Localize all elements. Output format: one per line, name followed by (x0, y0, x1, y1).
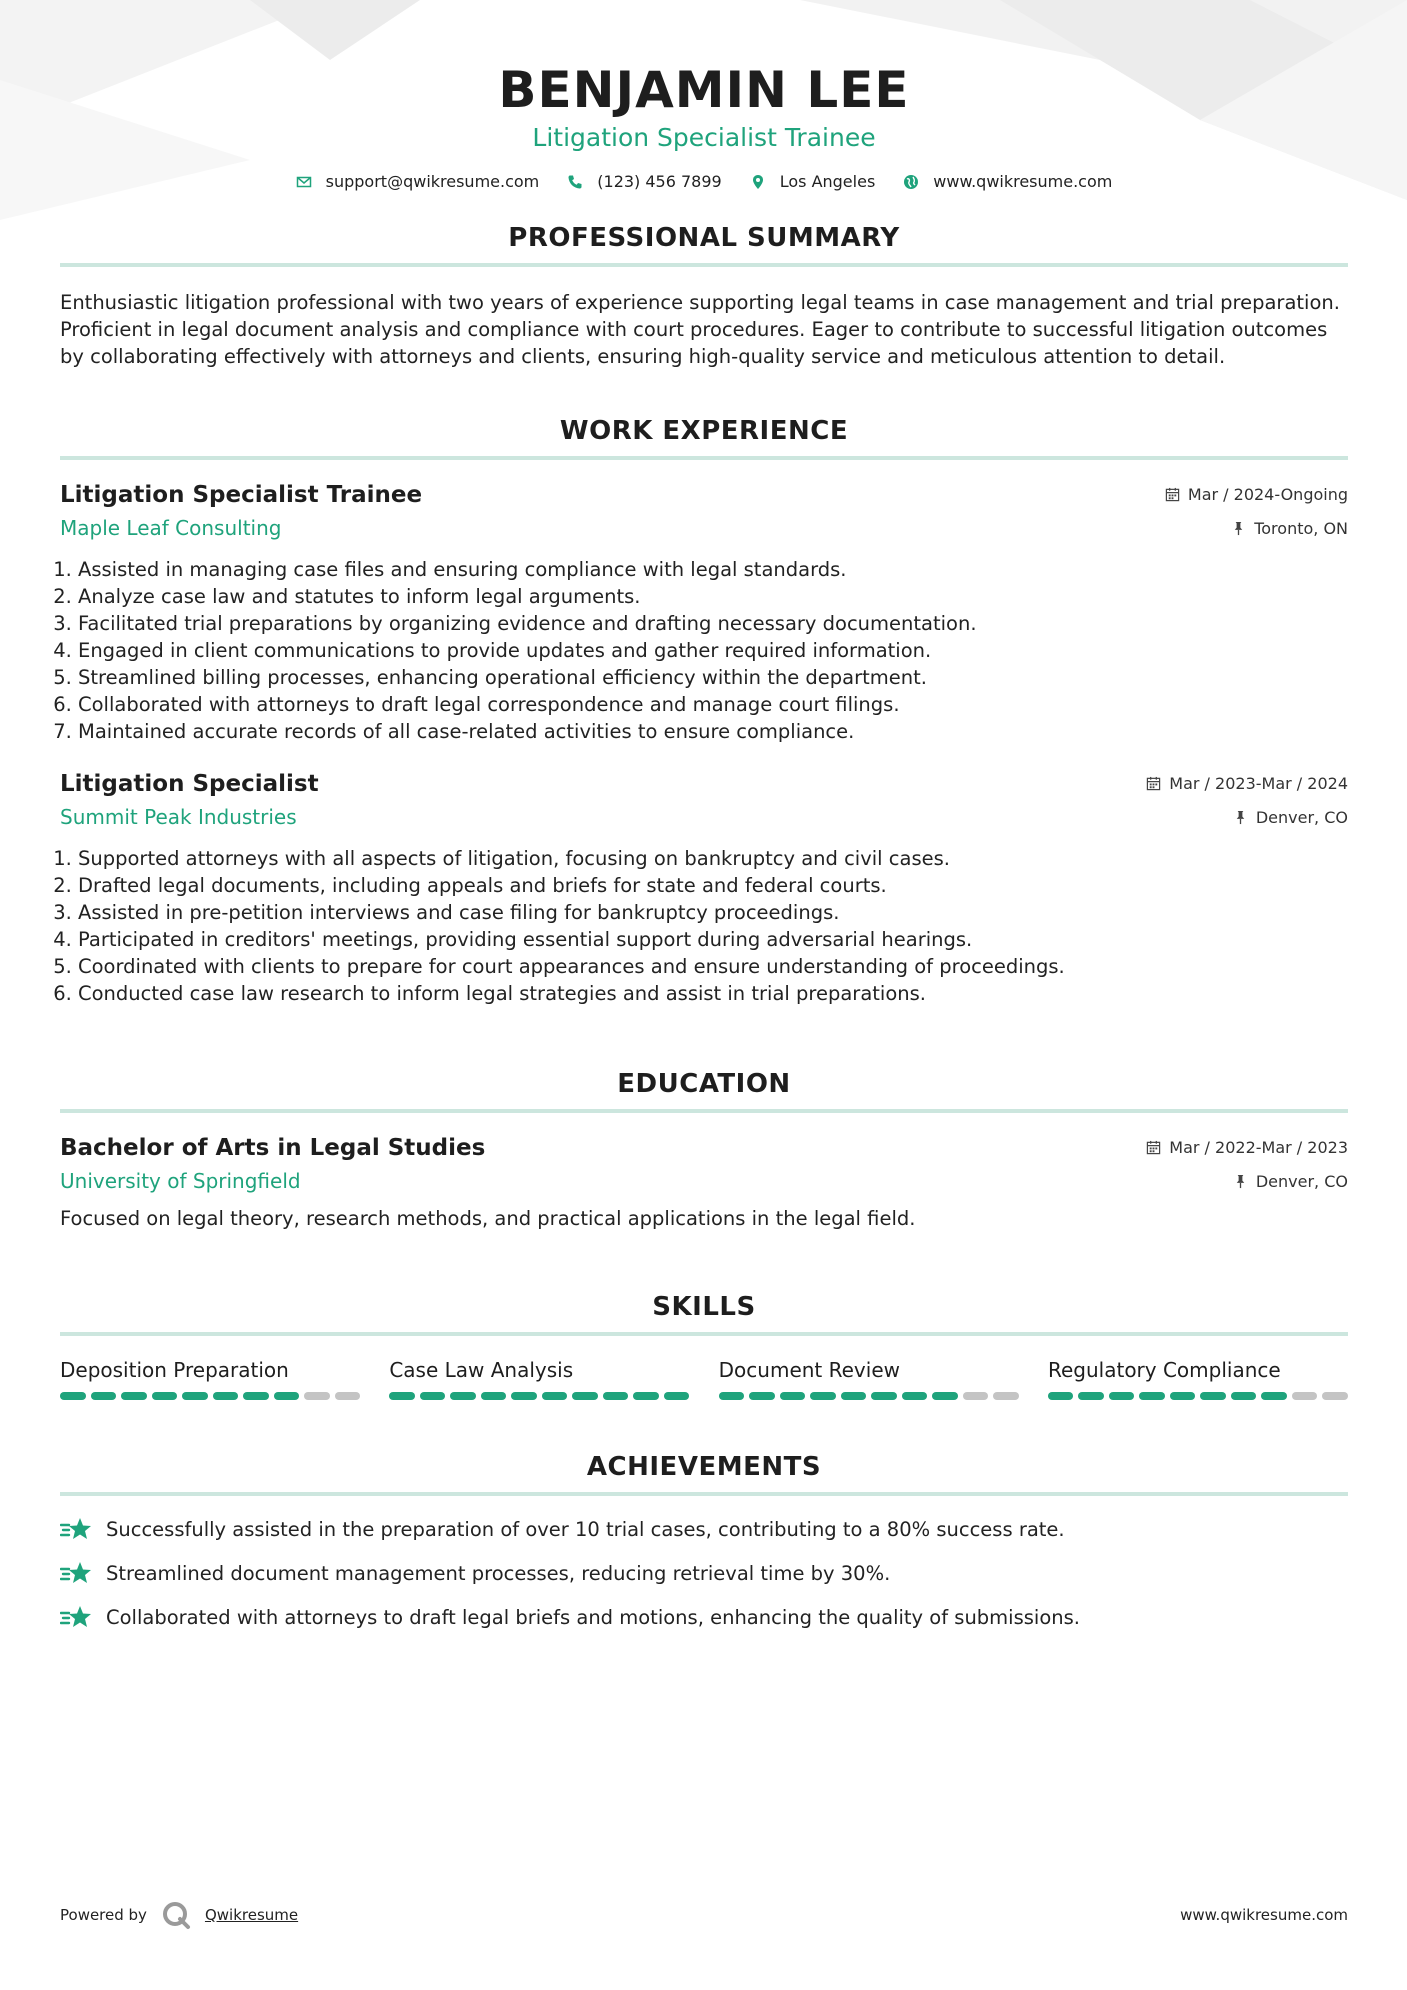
calendar-icon (1146, 1140, 1161, 1155)
job-bullets (60, 845, 1348, 1007)
education-date (1146, 1138, 1348, 1157)
job-date (1146, 774, 1348, 793)
skill-segment-filled (871, 1392, 897, 1400)
contact-row (60, 172, 1348, 191)
list-item: 6. Conducted case law research to inform legal strategies and assist in trial preparations. (78, 980, 1348, 1007)
achievements-section (60, 1450, 1348, 1630)
achievement-item (60, 1604, 1348, 1630)
education-entry (60, 1135, 1348, 1232)
skill-segment-empty (963, 1392, 989, 1400)
list-item: 7. Maintained accurate records of all case-related activities to ensure compliance. (78, 718, 1348, 745)
list-item: 1. Assisted in managing case files and ensuring compliance with legal standards. (78, 556, 1348, 583)
resume-page (60, 0, 1348, 1648)
list-item: 2. Drafted legal documents, including appeals and briefs for state and federal courts. (78, 872, 1348, 899)
qwikresume-link[interactable]: Qwikresume (204, 1906, 299, 1924)
phone-icon (567, 174, 583, 190)
job-bullets (60, 556, 1348, 745)
skill-segment-filled (664, 1392, 690, 1400)
skill-segment-filled (1078, 1392, 1104, 1400)
contact-phone-text: (123) 456 7899 (597, 172, 722, 191)
skills-section (60, 1290, 1348, 1400)
skill-segment-empty (1322, 1392, 1348, 1400)
job-date-text: Mar / 2024-Ongoing (1187, 485, 1348, 504)
skill-segment-filled (121, 1392, 147, 1400)
shooting-star-icon (60, 1604, 92, 1630)
job-title: Litigation Specialist (60, 771, 319, 797)
candidate-name: BENJAMIN LEE (498, 61, 910, 119)
degree-title: Bachelor of Arts in Legal Studies (60, 1135, 486, 1161)
skill-name: Document Review (718, 1358, 900, 1382)
summary-heading: PROFESSIONAL SUMMARY (508, 223, 900, 253)
summary-text: Enthusiastic litigation professional with two years of experience supporting legal teams in case management and trial preparation. Proficient in legal document analysis and compliance with court procedures. Eager to contribute to successful litigation outcomes by collaborating effectively with attorneys and clients, ensuring high-quality service and meticulous attention to detail. (60, 291, 1340, 368)
pushpin-icon (1231, 521, 1246, 536)
qwikresume-logo-icon (161, 1900, 191, 1930)
skill-segment-filled (1139, 1392, 1165, 1400)
skill-segment-filled (749, 1392, 775, 1400)
job-location-text: Toronto, ON (1254, 518, 1348, 538)
list-item: 6. Collaborated with attorneys to draft legal correspondence and manage court filings. (78, 691, 1348, 718)
skill-segment-filled (542, 1392, 568, 1400)
skill-segment-empty (1292, 1392, 1318, 1400)
calendar-icon (1146, 776, 1161, 791)
skill-segment-filled (780, 1392, 806, 1400)
job-company: Maple Leaf Consulting (60, 516, 282, 540)
job-entry (60, 482, 1348, 745)
contact-phone[interactable] (567, 172, 721, 191)
skill-segment-filled (481, 1392, 507, 1400)
skill-item (60, 1358, 360, 1400)
contact-location (750, 172, 876, 191)
skill-item (719, 1358, 1019, 1400)
footer-website[interactable]: www.qwikresume.com (1180, 1906, 1348, 1924)
education-heading: EDUCATION (617, 1069, 791, 1099)
skill-segment-filled (1200, 1392, 1226, 1400)
map-pin-icon (750, 174, 766, 190)
list-item: 4. Engaged in client communications to provide updates and gather required information. (78, 637, 1348, 664)
skill-level-bar (60, 1392, 360, 1400)
experience-heading: WORK EXPERIENCE (559, 416, 849, 446)
skill-segment-filled (1170, 1392, 1196, 1400)
skill-item (1048, 1358, 1348, 1400)
powered-by-label: Powered by (60, 1906, 147, 1924)
achievement-text: Streamlined document management processes, reducing retrieval time by 30%. (106, 1561, 891, 1585)
section-divider (60, 263, 1348, 267)
skill-name: Case Law Analysis (389, 1358, 574, 1382)
skill-segment-filled (152, 1392, 178, 1400)
envelope-icon (296, 174, 312, 190)
job-title: Litigation Specialist Trainee (60, 482, 423, 508)
shooting-star-icon (60, 1516, 92, 1542)
skill-segment-filled (420, 1392, 446, 1400)
job-location-text: Denver, CO (1255, 807, 1348, 827)
candidate-role: Litigation Specialist Trainee (532, 123, 876, 152)
contact-location-text: Los Angeles (779, 172, 876, 191)
section-divider (60, 1332, 1348, 1336)
skill-segment-filled (902, 1392, 928, 1400)
list-item: 5. Streamlined billing processes, enhancing operational efficiency within the department. (78, 664, 1348, 691)
shooting-star-icon (60, 1560, 92, 1586)
skill-segment-filled (91, 1392, 117, 1400)
education-section (60, 1067, 1348, 1232)
globe-icon (903, 174, 919, 190)
achievement-item (60, 1560, 1348, 1586)
contact-website-text: www.qwikresume.com (933, 172, 1113, 191)
achievement-text: Collaborated with attorneys to draft legal briefs and motions, enhancing the quality of submissions. (106, 1605, 1080, 1629)
skill-name: Deposition Preparation (60, 1358, 289, 1382)
skill-segment-empty (335, 1392, 361, 1400)
summary-section (60, 221, 1348, 370)
pushpin-icon (1233, 1174, 1248, 1189)
list-item: 4. Participated in creditors' meetings, providing essential support during adversarial hearings. (78, 926, 1348, 953)
job-date (1165, 485, 1348, 504)
list-item: 3. Facilitated trial preparations by organizing evidence and drafting necessary documentation. (78, 610, 1348, 637)
education-description: Focused on legal theory, research methods, and practical applications in the legal field. (60, 1207, 916, 1230)
powered-by (60, 1900, 298, 1930)
resume-header (60, 0, 1348, 191)
skill-segment-filled (719, 1392, 745, 1400)
skill-name: Regulatory Compliance (1047, 1358, 1281, 1382)
job-location (1233, 808, 1348, 827)
skill-segment-filled (932, 1392, 958, 1400)
education-location (1233, 1172, 1348, 1191)
list-item: 5. Coordinated with clients to prepare for court appearances and ensure understanding of proceedings. (78, 953, 1348, 980)
skill-segment-filled (603, 1392, 629, 1400)
section-divider (60, 1492, 1348, 1496)
skill-segment-filled (1231, 1392, 1257, 1400)
skill-segment-filled (243, 1392, 269, 1400)
skill-segment-filled (1261, 1392, 1287, 1400)
skill-segment-filled (810, 1392, 836, 1400)
section-divider (60, 1109, 1348, 1113)
skill-segment-filled (213, 1392, 239, 1400)
contact-email[interactable] (296, 172, 540, 191)
skills-heading: SKILLS (652, 1292, 756, 1322)
page-footer (60, 1900, 1348, 1930)
list-item: 1. Supported attorneys with all aspects of litigation, focusing on bankruptcy and civil cases. (78, 845, 1348, 872)
skill-segment-filled (389, 1392, 415, 1400)
list-item: 2. Analyze case law and statutes to inform legal arguments. (78, 583, 1348, 610)
achievements-list (60, 1516, 1348, 1630)
skill-level-bar (389, 1392, 689, 1400)
education-date-text: Mar / 2022-Mar / 2023 (1169, 1138, 1348, 1157)
achievements-heading: ACHIEVEMENTS (586, 1452, 822, 1482)
achievement-item (60, 1516, 1348, 1542)
section-divider (60, 456, 1348, 460)
skill-segment-filled (450, 1392, 476, 1400)
skill-segment-empty (993, 1392, 1019, 1400)
skill-segment-empty (304, 1392, 330, 1400)
calendar-icon (1165, 487, 1180, 502)
list-item: 3. Assisted in pre-petition interviews and case filing for bankruptcy proceedings. (78, 899, 1348, 926)
education-location-text: Denver, CO (1255, 1171, 1348, 1191)
experience-section (60, 414, 1348, 1007)
skill-segment-filled (511, 1392, 537, 1400)
skill-segment-filled (274, 1392, 300, 1400)
skill-item (389, 1358, 689, 1400)
skill-level-bar (719, 1392, 1019, 1400)
skill-segment-filled (633, 1392, 659, 1400)
job-date-text: Mar / 2023-Mar / 2024 (1169, 774, 1348, 793)
job-company: Summit Peak Industries (60, 805, 297, 829)
achievement-text: Successfully assisted in the preparation of over 10 trial cases, contributing to a 80% success rate. (106, 1517, 1065, 1541)
skill-segment-filled (60, 1392, 86, 1400)
job-location (1231, 519, 1348, 538)
contact-website[interactable] (903, 172, 1112, 191)
school-name: University of Springfield (60, 1169, 301, 1193)
contact-email-text: support@qwikresume.com (325, 172, 540, 191)
job-entry (60, 771, 1348, 1007)
skill-segment-filled (841, 1392, 867, 1400)
skill-level-bar (1048, 1392, 1348, 1400)
skill-segment-filled (1109, 1392, 1135, 1400)
skill-segment-filled (1048, 1392, 1074, 1400)
skills-list (60, 1358, 1348, 1400)
pushpin-icon (1233, 810, 1248, 825)
skill-segment-filled (182, 1392, 208, 1400)
skill-segment-filled (572, 1392, 598, 1400)
